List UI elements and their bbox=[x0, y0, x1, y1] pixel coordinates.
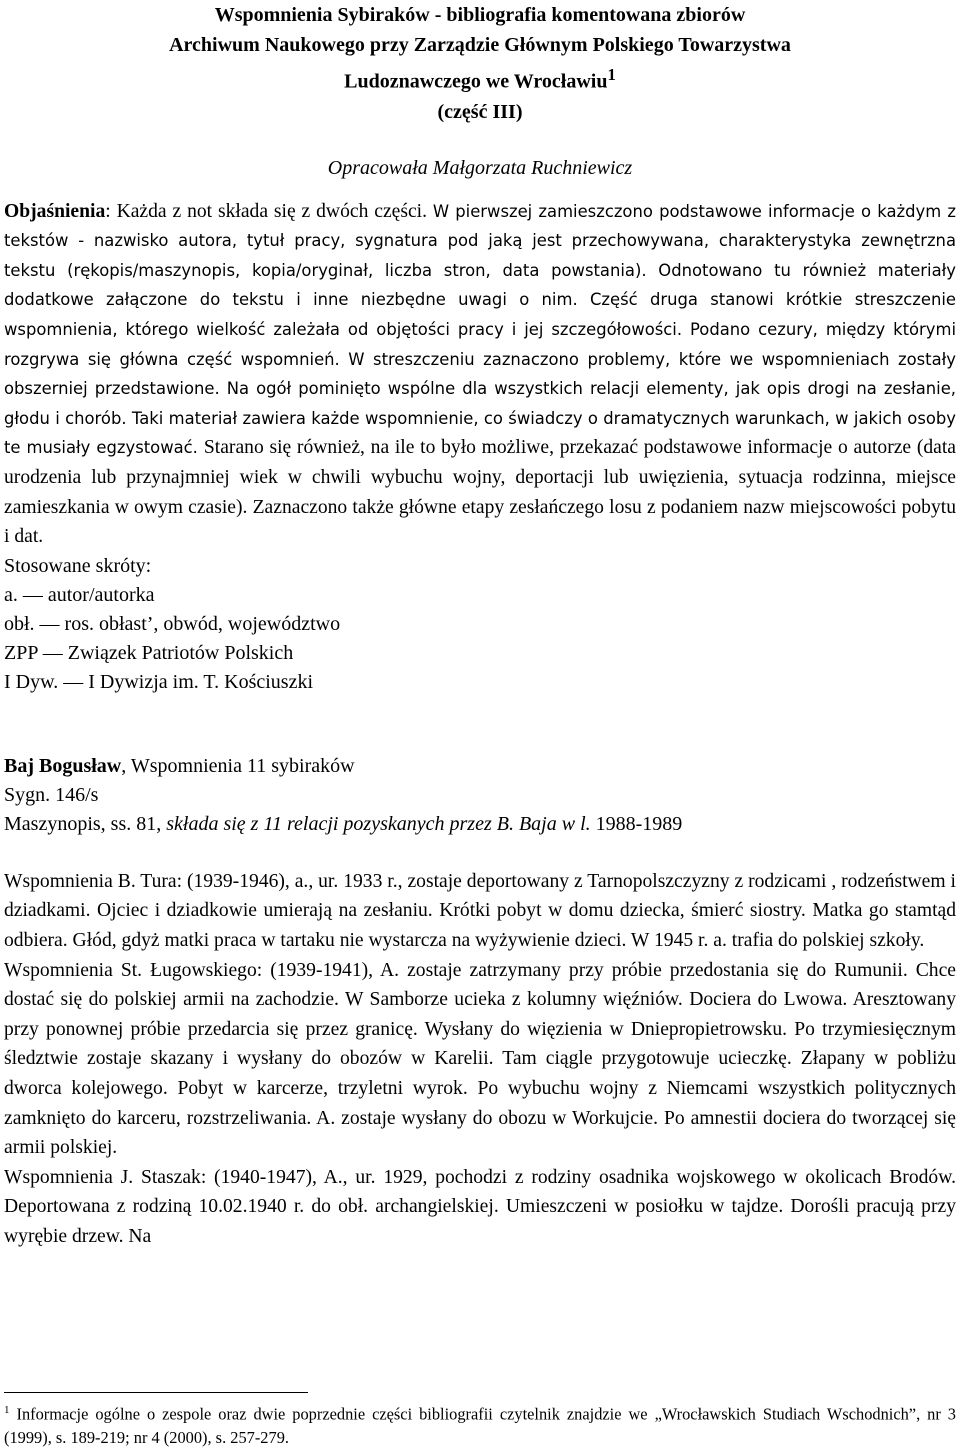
entry-title: , Wspomnienia 11 sybiraków bbox=[121, 754, 355, 777]
document-page bbox=[4, 0, 956, 1252]
footnote-separator bbox=[4, 1392, 308, 1393]
title-line-2: Archiwum Naukowego przy Zarządzie Głównym Polskiego Towarzystwa bbox=[169, 34, 791, 56]
abbreviation-item: I Dyw. — I Dywizja im. T. Kościuszki bbox=[4, 670, 314, 693]
entry-gap bbox=[4, 839, 956, 867]
entry-desc-plain: Maszynopis, ss. 81, bbox=[4, 812, 167, 835]
title-line-4: (część III) bbox=[437, 100, 523, 123]
footnote bbox=[4, 1398, 956, 1450]
title-line-2-wrap bbox=[4, 30, 956, 60]
summary-paragraph: Wspomnienia St. Ługowskiego: (1939-1941), A. zostaje zatrzymany przy próbie przedostania się do Rumunii. Chce dostać się do polskiej armii na zachodzie. W Samborze ucieka z kolumny więźniów. Dociera do Lwowa. Aresztowany przy ponownej próbie przedarcia się przez granicę. Wysłany do więzienia w Dniepropietrowsku. Po trzymiesięcznym śledztwie zostaje skazany i wysłany do obozów w Karelii. Tam ciągle przygotowuje ucieczkę. Złapany w pobliżu dworca kolejowego. Pobyt w karcerze, trzyletni wyrok. Po wybuchu wojny z Niemcami wszystkich politycznych zamknięto do karceru, rozstrzeliwania. A. zostaje wysłany do obozu w Workujcie. Po amnestii dociera do tworzącej się armii polskiej. bbox=[4, 959, 956, 1159]
abbreviation-item: ZPP — Związek Patriotów Polskich bbox=[4, 641, 294, 664]
title-line-3-wrap bbox=[4, 60, 956, 97]
entry-description bbox=[4, 810, 956, 839]
entry-desc-italic: składa się z 11 relacji pozyskanych przez B. Baja w l. bbox=[166, 812, 591, 835]
intro-sentence-1: : Każda z not składa się z dwóch części. bbox=[105, 200, 433, 222]
section-gap bbox=[4, 697, 956, 752]
summary-paragraph: Wspomnienia J. Staszak: (1940-1947), A., ur. 1929, pochodzi z rodziny osadnika wojskowego w okolicach Brodów. Deportowana z rodziną 10.02.1940 r. do obł. archangielskiej. Umieszczeni w posiołku w tajdze. Dorośli pracują przy wyrębie drzew. Na bbox=[4, 1166, 956, 1247]
abbreviation-item: a. — autor/autorka bbox=[4, 583, 155, 606]
abbreviation-item: obł. — ros. obłast’, obwód, województwo bbox=[4, 612, 341, 635]
entry-author: Baj Bogusław bbox=[4, 754, 122, 777]
summary-paragraph: Wspomnienia B. Tura: (1939-1946), a., ur. 1933 r., zostaje deportowany z Tarnopolszczyzny z rodzicami , rodzeństwem i dziadkami. Ojciec i dziadkowie umierają na zesłaniu. Krótki pobyt w domu dziecka, śmierć siostry. Matka go stamtąd odbiera. Głód, gdyż matki praca w tartaku nie wystarcza na wyżywienie dzieci. W 1945 r. a. trafia do polskiej szkoły. bbox=[4, 870, 956, 951]
entry-heading bbox=[4, 752, 956, 781]
abbreviations-heading: Stosowane skróty: bbox=[4, 554, 152, 577]
intro-body-serif: Starano się również, na ile to było możliwe, przekazać podstawowe informacje o autorze (data urodzenia lub przynajmniej wiek w chwili wybuchu wojny, deportacji lub uwięzienia, sytuacja rodzinna, miejsce zamieszkania w owym czasie). Zaznaczono także główne etapy zesłańczego losu z podaniem nazw miejscowości pobytu i dat. bbox=[4, 437, 956, 548]
title-line-3: Ludoznawczego we Wrocławiu bbox=[344, 70, 608, 93]
entry-signature: Sygn. 146/s bbox=[4, 783, 99, 806]
author-credit: Opracowała Małgorzata Ruchniewicz bbox=[327, 156, 633, 179]
footnote-reference[interactable]: 1 bbox=[607, 65, 616, 84]
title-line-1: Wspomnienia Sybiraków - bibliografia komentowana zbiorów bbox=[214, 4, 746, 26]
footnote-text: Informacje ogólne o zespole oraz dwie poprzednie części bibliografii czytelnik znajdzie we „Wrocławskich Studiach Wschodnich”, nr 3 (1999), s. 189-219; nr 4 (2000), s. 257-279. bbox=[4, 1404, 956, 1448]
title-line-4-wrap bbox=[4, 97, 956, 127]
intro-paragraph bbox=[4, 197, 956, 552]
intro-label: Objaśnienia bbox=[4, 200, 106, 222]
entry-desc-years: 1988-1989 bbox=[590, 812, 683, 835]
document-title bbox=[4, 0, 956, 30]
footnote-number: 1 bbox=[4, 1404, 10, 1416]
intro-body-sans: W pierwszej zamieszczono podstawowe informacje o każdym z tekstów - nazwisko autora, tytuł pracy, sygnatura pod jaką jest przechowywana, charakterystyka zewnętrzna tekstu (rękopis/maszynopis, kopia/oryginał, liczba stron, data powstania). Odnotowano tu również materiały dodatkowe załączone do tekstu i inne niezbędne uwagi o nim. Część druga stanowi krótkie streszczenie wspomnienia, którego wielkość zależała od objętości pracy i jej szczegółowości. Podano cezury, między którymi rozgrywa się główna część wspomnień. W streszczeniu zaznaczono problemy, które we wspomnieniach zostały obszerniej przedstawione. Na ogół pominięto wspólne dla wszystkich relacji elementy, jak opis drogi na zesłanie, głodu i chorób. Taki materiał zawiera każde wspomnienie, co świadczy o dramatycznych warunkach, w jakich osoby te musiały egzystować. bbox=[4, 201, 956, 458]
